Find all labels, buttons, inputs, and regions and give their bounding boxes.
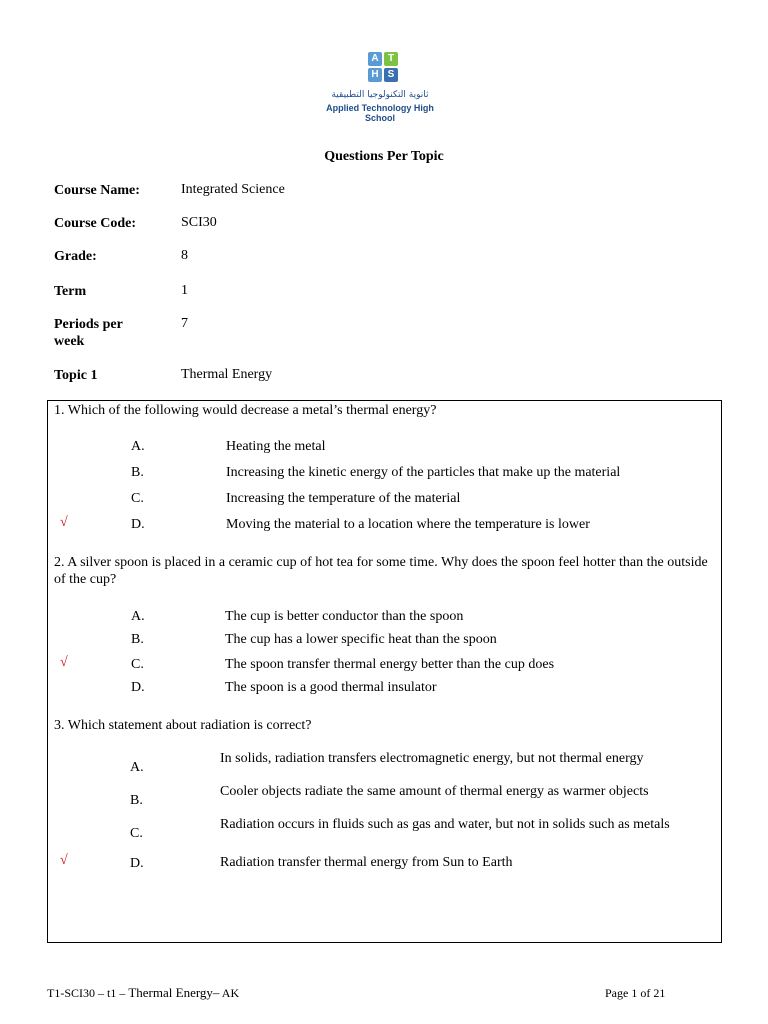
q2-option-a-text: The cup is better conductor than the spoon [225, 609, 464, 624]
footer-page-number: Page 1 of 21 [605, 986, 666, 1000]
footer-t: t1 [107, 986, 117, 1000]
q1-answer-check-icon: √ [60, 515, 68, 530]
q1-option-c-text: Increasing the temperature of the material [226, 491, 461, 506]
grade-label: Grade: [54, 249, 97, 264]
logo-tile-h: H [368, 68, 382, 82]
course-code-value: SCI30 [181, 215, 217, 230]
q1-option-b-letter: B. [131, 465, 144, 480]
q1-option-a-letter: A. [131, 439, 145, 454]
q2-option-c-letter: C. [131, 657, 144, 672]
document-title: Questions Per Topic [324, 149, 444, 164]
question-2-text: 2. A silver spoon is placed in a ceramic cup of hot tea for some time. Why does the spoon feel hotter than the outside of the cup? [54, 555, 708, 587]
footer-ak: AK [221, 986, 240, 1000]
q1-option-d-text: Moving the material to a location where the temperature is lower [226, 517, 590, 532]
logo-english-text: Applied Technology High School [326, 103, 434, 123]
q2-answer-check-icon: √ [60, 655, 68, 670]
q1-option-d-letter: D. [131, 517, 145, 532]
q3-option-b-letter: B. [130, 793, 143, 808]
q2-option-d-text: The spoon is a good thermal insulator [225, 680, 437, 695]
logo-tile-t: T [384, 52, 398, 66]
school-logo [318, 40, 442, 123]
q2-option-b-letter: B. [131, 632, 144, 647]
q2-option-c-text: The spoon transfer thermal energy better than the cup does [225, 657, 555, 672]
footer-sep-2: – [119, 986, 126, 1000]
footer-sep-1: – [98, 986, 104, 1000]
course-code-label: Course Code: [54, 216, 137, 231]
logo-tile-s: S [384, 68, 398, 82]
footer-topic: Thermal Energy– [128, 985, 220, 1000]
footer-document-code [47, 985, 239, 1001]
topic-label: Topic 1 [54, 368, 98, 383]
q3-option-c-text: Radiation occurs in fluids such as gas and water, but not in solids such as metals [220, 817, 670, 832]
periods-label: Periods per week [54, 317, 123, 349]
question-1-text: 1. Which of the following would decrease a metal’s thermal energy? [54, 403, 437, 418]
q2-option-b-text: The cup has a lower specific heat than the spoon [225, 632, 497, 647]
q1-option-b-text: Increasing the kinetic energy of the particles that make up the material [226, 465, 621, 480]
term-label: Term [54, 284, 87, 299]
logo-arabic-text: ثانوية التكنولوجيا التطبيقية [331, 90, 429, 100]
q3-option-d-text: Radiation transfer thermal energy from Sun to Earth [220, 855, 513, 870]
q1-option-c-letter: C. [131, 491, 144, 506]
q2-option-a-letter: A. [131, 609, 145, 624]
q3-option-a-text: In solids, radiation transfers electromagnetic energy, but not thermal energy [220, 751, 644, 766]
course-name-label: Course Name: [54, 183, 140, 198]
logo-tile-a: A [368, 52, 382, 66]
course-name-value: Integrated Science [181, 182, 285, 197]
q3-option-d-letter: D. [130, 856, 144, 871]
q3-option-b-text: Cooler objects radiate the same amount of thermal energy as warmer objects [220, 784, 649, 799]
topic-value: Thermal Energy [181, 367, 273, 382]
question-3-text: 3. Which statement about radiation is correct? [54, 718, 312, 733]
footer-code: T1-SCI30 [47, 986, 95, 1000]
term-value: 1 [181, 283, 188, 298]
periods-value: 7 [181, 316, 188, 331]
q3-answer-check-icon: √ [60, 853, 68, 868]
grade-value: 8 [181, 248, 188, 263]
q2-option-d-letter: D. [131, 680, 145, 695]
q3-option-a-letter: A. [130, 760, 144, 775]
q1-option-a-text: Heating the metal [226, 439, 326, 454]
q3-option-c-letter: C. [130, 826, 143, 841]
